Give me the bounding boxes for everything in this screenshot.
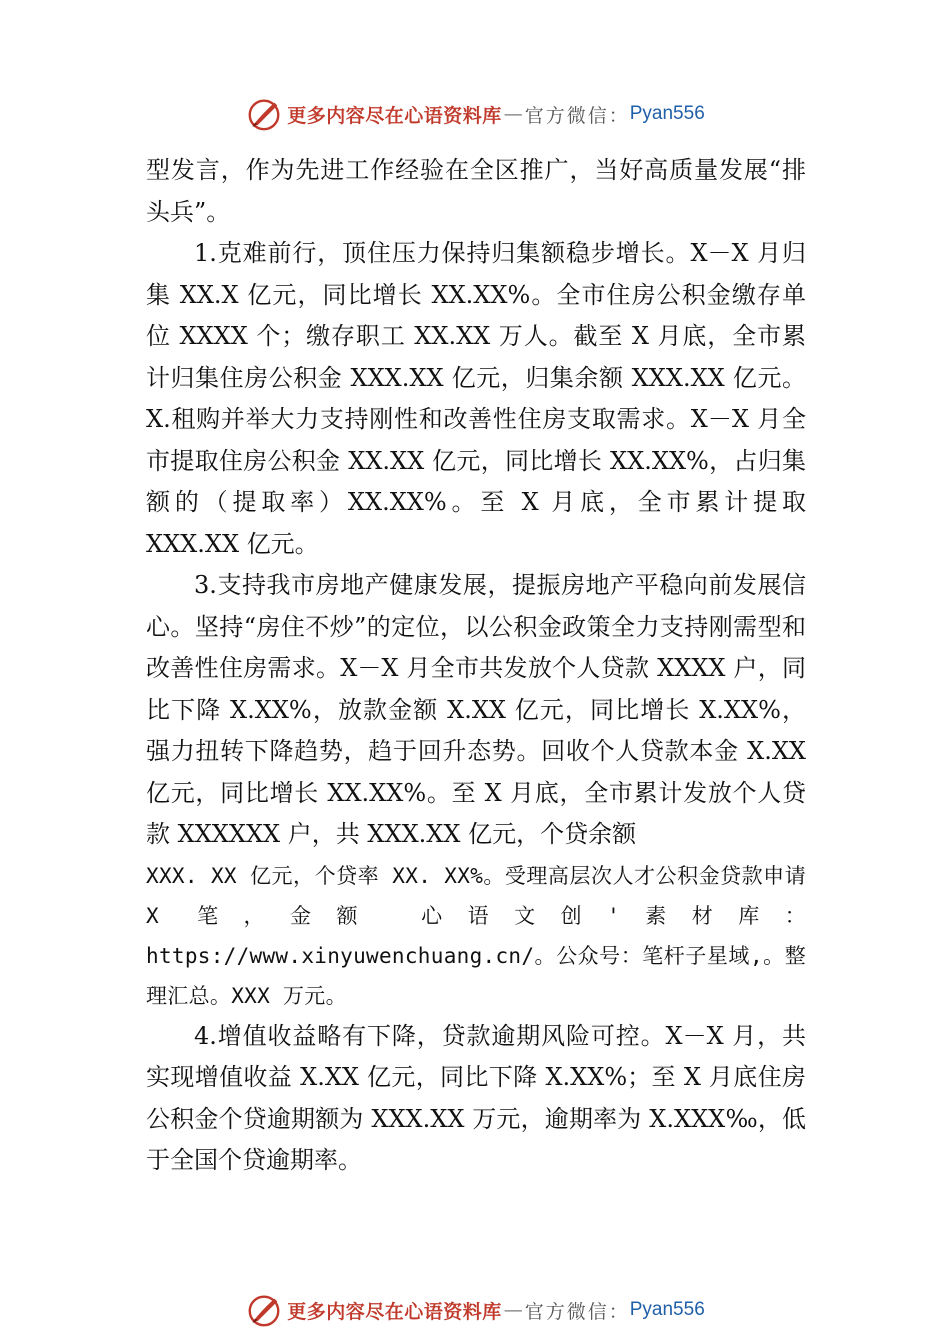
- header-banner: [0, 94, 950, 134]
- brush-logo-icon: [245, 1291, 283, 1329]
- paragraph-4: 4.增值收益略有下降，贷款逾期风险可控。X－X 月，共实现增值收益 X.XX 亿元，同比下降 X.XX%；至 X 月底住房公积金个贷逾期额为 XXX.XX 万元，逾期率为 X.XXX‰，低于全国个贷逾期率。: [146, 1021, 806, 1174]
- brush-logo-icon: [245, 95, 283, 133]
- paragraph-intro: 型发言，作为先进工作经验在全区推广，当好高质量发展“排头兵”。: [146, 156, 806, 226]
- banner-brand-text: 更多内容尽在心语资料库: [287, 104, 502, 127]
- footer-banner: [0, 1290, 950, 1330]
- document-body: [146, 150, 806, 1182]
- banner-brand-text: 更多内容尽在心语资料库: [287, 1300, 502, 1323]
- banner-wechat-label: 官方微信：: [524, 104, 630, 127]
- banner-wechat-id: Pyan556: [629, 103, 705, 124]
- banner-dash: —: [503, 103, 523, 125]
- banner-wechat-id: Pyan556: [629, 1299, 705, 1320]
- paragraph-3: 3.支持我市房地产健康发展，提振房地产平稳向前发展信心。坚持“房住不炒”的定位，以公积金政策全力支持刚需型和改善性住房需求。X－X 月全市共发放个人贷款 XXXX 户，同比下降 X.XX%，放款金额 X.XX 亿元，同比增长 X.XX%，强力扭转下降趋势，趋于回升态势。回收个人贷款本金 X.XX 亿元，同比增长 XX.XX%。至 X 月底，全市累计发放个人贷款 XXXXXX 户，共 XXX.XX 亿元，个贷余额: [146, 571, 806, 848]
- paragraph-3-continued: XXX. XX 亿元，个贷率 XX. XX%。受理高层次人才公积金贷款申请 X 笔，金额 心语文创'素材库：https://www.xinyuwenchuang.cn/。公众号：笔杆子星域,。整理汇总。XXX 万元。: [146, 863, 806, 1008]
- paragraph-1: 1.克难前行，顶住压力保持归集额稳步增长。X－X 月归集 XX.X 亿元，同比增长 XX.XX%。全市住房公积金缴存单位 XXXX 个；缴存职工 XX.XX 万人。截至 X 月底，全市累计归集住房公积金 XXX.XX 亿元，归集余额 XXX.XX 亿元。X.租购并举大力支持刚性和改善性住房支取需求。X－X 月全市提取住房公积金 XX.XX 亿元，同比增长 XX.XX%，占归集额的（提取率）XX.XX%。至 X 月底，全市累计提取 XXX.XX 亿元。: [146, 239, 806, 558]
- banner-dash: —: [503, 1299, 523, 1321]
- banner-wechat-label: 官方微信：: [524, 1300, 630, 1323]
